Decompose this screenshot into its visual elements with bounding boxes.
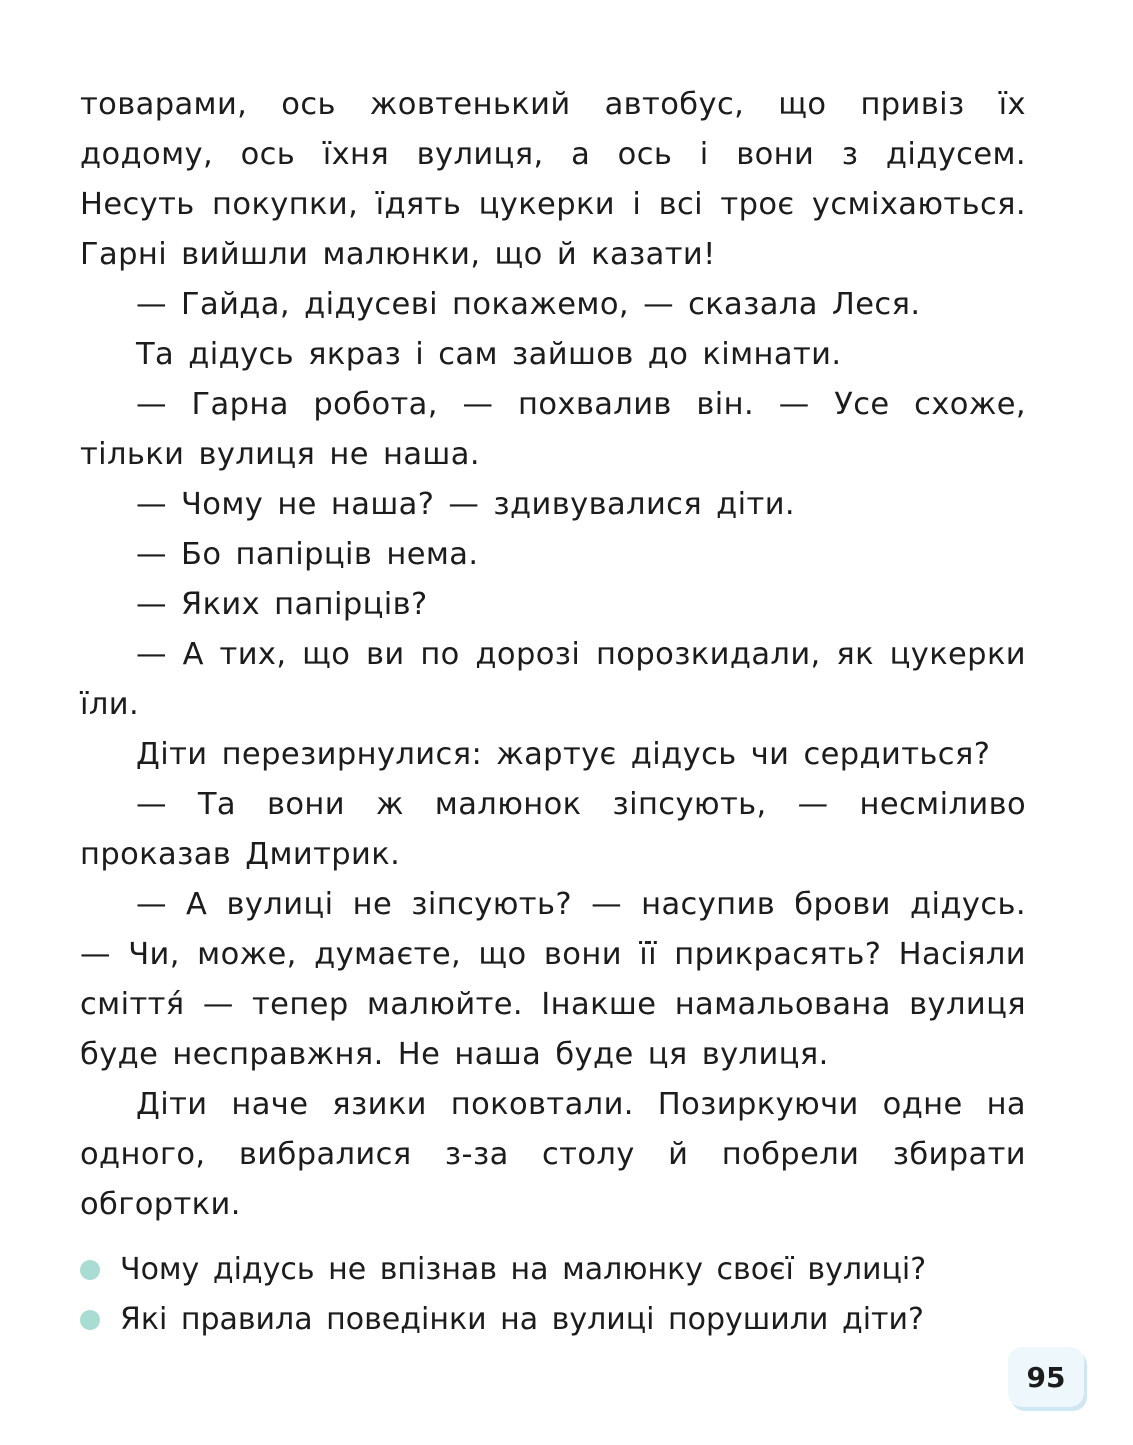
bullet-dot-icon [80, 1310, 100, 1330]
paragraph-2: — Гайда, дідусеві покажемо, — сказала Леся. [136, 287, 921, 322]
paragraph-5: — Чому не наша? — здивувалися діти. [136, 487, 796, 522]
paragraph-4: — Гарна робота, — похвалив він. — Усе схоже, тільки вулиця не наша. [80, 387, 1026, 472]
page-number: 95 [1026, 1360, 1066, 1394]
bullet-dot-icon [80, 1260, 100, 1280]
paragraph-8: — А тих, що ви по дорозі порозкидали, як цукерки їли. [80, 637, 1026, 722]
paragraph-12: Діти наче язики поковтали. Позиркуючи одне на одного, вибралися з-за столу й побрели збирати обгортки. [80, 1087, 1026, 1222]
questions-list [80, 1245, 1040, 1345]
story-text [80, 80, 1026, 1230]
question-text: Які правила поведінки на вулиці порушили діти? [120, 1302, 924, 1337]
paragraph-1: товарами, ось жовтенький автобус, що привіз їх додому, ось їхня вулиця, а ось і вони з дідусем. Несуть покупки, їдять цукерки і всі троє усміхаються. Гарні вийшли малюнки, що й казати! [80, 87, 1026, 272]
paragraph-9: Діти перезирнулися: жартує дідусь чи сердиться? [136, 737, 991, 772]
paragraph-7: — Яких папірців? [136, 587, 428, 622]
paragraph-11: — А вулиці не зіпсують? — насупив брови дідусь. — Чи, може, думаєте, що вони її прикрасять? Насіяли сміття́ — тепер малюйте. Інакше намальована вулиця буде несправжня. Не наша буде ця вулиця. [80, 887, 1026, 1072]
question-2 [80, 1295, 1040, 1345]
question-text: Чому дідусь не впізнав на малюнку своєї вулиці? [120, 1252, 927, 1287]
paragraph-3: Та дідусь якраз і сам зайшов до кімнати. [136, 337, 842, 372]
paragraph-6: — Бо папірців нема. [136, 537, 479, 572]
paragraph-10: — Та вони ж малюнок зіпсують, — несміливо проказав Дмитрик. [80, 787, 1026, 872]
page-number-badge [1008, 1347, 1084, 1407]
question-1 [80, 1245, 1040, 1295]
